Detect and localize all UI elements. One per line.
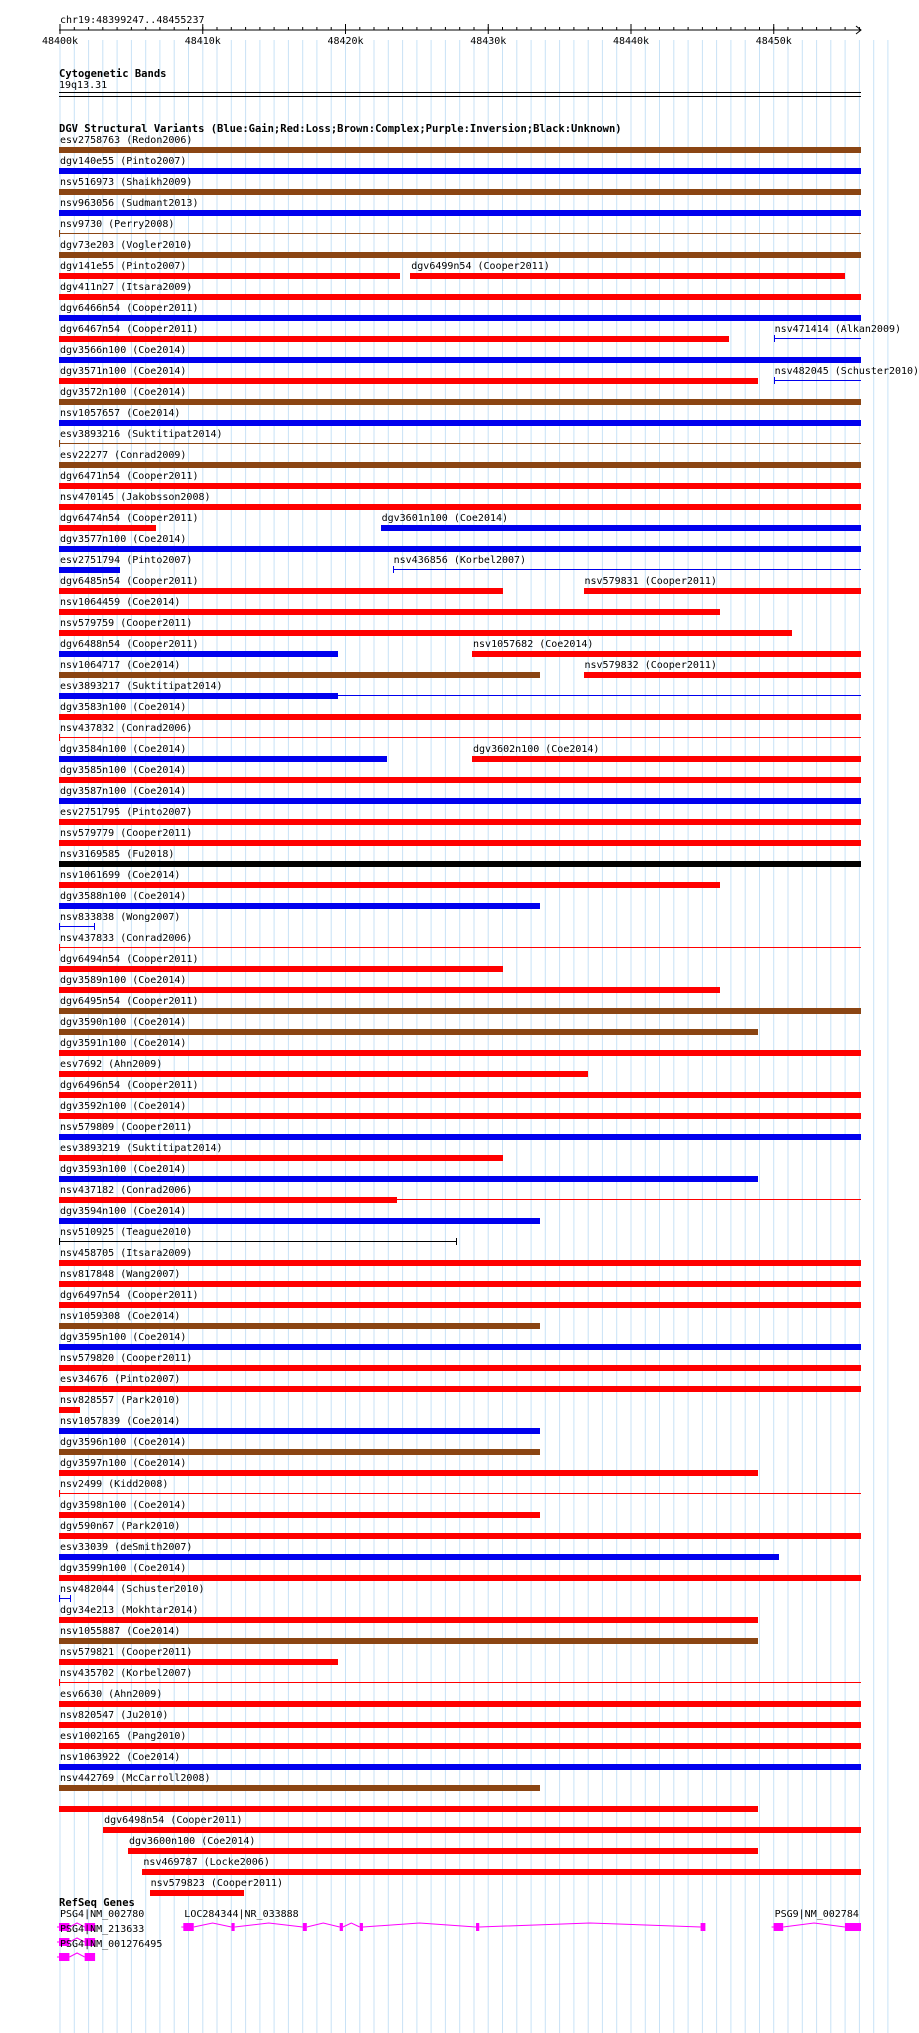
sv-label[interactable]: nsv442769 (McCarroll2008) bbox=[60, 1773, 211, 1784]
sv-label[interactable]: esv2751794 (Pinto2007) bbox=[60, 555, 193, 566]
sv-label[interactable]: dgv6497n54 (Cooper2011) bbox=[60, 1290, 199, 1301]
gene-exon bbox=[340, 1923, 343, 1931]
sv-label[interactable]: dgv6471n54 (Cooper2011) bbox=[60, 471, 199, 482]
sv-label[interactable]: dgv3591n100 (Coe2014) bbox=[60, 1038, 187, 1049]
gene-label[interactable]: PSG4|NM_213633 bbox=[60, 1924, 145, 1935]
gene-exon bbox=[845, 1923, 861, 1931]
gene-exon bbox=[231, 1923, 234, 1931]
sv-label[interactable]: esv6630 (Ahn2009) bbox=[60, 1689, 163, 1700]
sv-label[interactable]: nsv469787 (Locke2006) bbox=[143, 1857, 270, 1868]
cyto-title: Cytogenetic Bands bbox=[59, 68, 167, 80]
sv-label[interactable]: esv3893219 (Suktitipat2014) bbox=[60, 1143, 223, 1154]
sv-label[interactable]: dgv6495n54 (Cooper2011) bbox=[60, 996, 199, 1007]
sv-label[interactable]: esv33039 (deSmith2007) bbox=[60, 1542, 193, 1553]
gene-exon bbox=[85, 1953, 95, 1961]
sv-label[interactable]: dgv3593n100 (Coe2014) bbox=[60, 1164, 187, 1175]
sv-label[interactable]: esv34676 (Pinto2007) bbox=[60, 1374, 181, 1385]
sv-label[interactable]: dgv3599n100 (Coe2014) bbox=[60, 1563, 187, 1574]
sv-label[interactable]: nsv1064717 (Coe2014) bbox=[60, 660, 181, 671]
sv-label[interactable]: dgv3584n100 (Coe2014) bbox=[60, 744, 187, 755]
sv-label[interactable]: nsv1057657 (Coe2014) bbox=[60, 408, 181, 419]
sv-label[interactable]: nsv579821 (Cooper2011) bbox=[60, 1647, 193, 1658]
sv-label[interactable]: dgv6499n54 (Cooper2011) bbox=[411, 261, 550, 272]
sv-label[interactable]: dgv6485n54 (Cooper2011) bbox=[60, 576, 199, 587]
sv-label[interactable]: nsv1059308 (Coe2014) bbox=[60, 1311, 181, 1322]
sv-label[interactable]: dgv3597n100 (Coe2014) bbox=[60, 1458, 187, 1469]
sv-label[interactable]: dgv3577n100 (Coe2014) bbox=[60, 534, 187, 545]
sv-label[interactable]: dgv3596n100 (Coe2014) bbox=[60, 1437, 187, 1448]
gene-exon bbox=[476, 1923, 479, 1931]
sv-label[interactable]: esv22277 (Conrad2009) bbox=[60, 450, 187, 461]
sv-label[interactable]: dgv3600n100 (Coe2014) bbox=[128, 1836, 256, 1847]
sv-label[interactable]: nsv579823 (Cooper2011) bbox=[150, 1878, 284, 1889]
sv-label[interactable]: nsv579831 (Cooper2011) bbox=[584, 576, 717, 587]
sv-label[interactable]: dgv140e55 (Pinto2007) bbox=[60, 156, 187, 167]
sv-label[interactable]: nsv471414 (Alkan2009) bbox=[774, 324, 902, 335]
gene-intron bbox=[783, 1923, 845, 1927]
sv-label[interactable]: dgv73e203 (Vogler2010) bbox=[60, 240, 193, 251]
sv-label[interactable]: dgv34e213 (Mokhtar2014) bbox=[60, 1605, 199, 1616]
sv-label[interactable]: esv2751795 (Pinto2007) bbox=[60, 807, 193, 818]
sv-label[interactable]: nsv436856 (Korbel2007) bbox=[393, 555, 527, 566]
sv-label[interactable]: nsv817848 (Wang2007) bbox=[60, 1269, 181, 1280]
sv-label[interactable]: dgv3571n100 (Coe2014) bbox=[60, 366, 187, 377]
cyto-band-label: 19q13.31 bbox=[59, 80, 108, 91]
sv-label[interactable]: nsv579809 (Cooper2011) bbox=[60, 1122, 193, 1133]
ruler-tick-label: 48450k bbox=[755, 36, 792, 47]
sv-label[interactable]: nsv516973 (Shaikh2009) bbox=[60, 177, 193, 188]
sv-label[interactable]: dgv3572n100 (Coe2014) bbox=[60, 387, 187, 398]
sv-label[interactable]: nsv1064459 (Coe2014) bbox=[60, 597, 181, 608]
gene-label[interactable]: PSG4|NM_002780 bbox=[60, 1909, 145, 1920]
gene-label[interactable]: PSG4|NM_001276495 bbox=[60, 1939, 163, 1950]
sv-label[interactable]: dgv141e55 (Pinto2007) bbox=[60, 261, 187, 272]
refseq-title: RefSeq Genes bbox=[59, 1897, 135, 1909]
sv-label[interactable]: dgv3595n100 (Coe2014) bbox=[60, 1332, 187, 1343]
sv-label[interactable]: dgv3583n100 (Coe2014) bbox=[60, 702, 187, 713]
sv-label[interactable]: dgv3566n100 (Coe2014) bbox=[60, 345, 187, 356]
sv-label[interactable]: nsv1057682 (Coe2014) bbox=[473, 639, 594, 650]
sv-label[interactable]: nsv833838 (Wong2007) bbox=[60, 912, 181, 923]
sv-label[interactable]: dgv411n27 (Itsara2009) bbox=[60, 282, 193, 293]
sv-label[interactable]: nsv828557 (Park2010) bbox=[60, 1395, 181, 1406]
ruler-tick-label: 48440k bbox=[612, 36, 650, 47]
sv-label[interactable]: nsv1063922 (Coe2014) bbox=[60, 1752, 181, 1763]
sv-label[interactable]: nsv3169585 (Fu2018) bbox=[60, 849, 175, 860]
gene-intron bbox=[479, 1923, 700, 1927]
gene-exon bbox=[360, 1923, 363, 1931]
gene-label[interactable]: PSG9|NM_002784 bbox=[774, 1909, 859, 1920]
sv-label[interactable]: dgv3587n100 (Coe2014) bbox=[60, 786, 187, 797]
sv-label[interactable]: dgv6467n54 (Cooper2011) bbox=[60, 324, 199, 335]
sv-label[interactable]: dgv3590n100 (Coe2014) bbox=[60, 1017, 187, 1028]
sv-label[interactable]: nsv482044 (Schuster2010) bbox=[60, 1584, 205, 1595]
sv-track-title: DGV Structural Variants (Blue:Gain;Red:Loss;Brown:Complex;Purple:Inversion;Black:Unknown) bbox=[59, 123, 622, 135]
sv-label[interactable]: nsv579832 (Cooper2011) bbox=[584, 660, 717, 671]
sv-label[interactable]: dgv3588n100 (Coe2014) bbox=[60, 891, 187, 902]
sv-label[interactable]: dgv6466n54 (Cooper2011) bbox=[60, 303, 199, 314]
sv-label[interactable]: esv7692 (Ahn2009) bbox=[60, 1059, 163, 1070]
ruler-tick-label: 48430k bbox=[470, 36, 507, 47]
sv-label[interactable]: dgv590n67 (Park2010) bbox=[60, 1521, 181, 1532]
sv-label[interactable]: nsv9730 (Perry2008) bbox=[60, 219, 175, 230]
sv-label[interactable]: dgv6496n54 (Cooper2011) bbox=[60, 1080, 199, 1091]
sv-label[interactable]: nsv1061699 (Coe2014) bbox=[60, 870, 181, 881]
ruler-tick-label: 48420k bbox=[327, 36, 364, 47]
sv-label[interactable]: nsv579779 (Cooper2011) bbox=[60, 828, 193, 839]
gene-label[interactable]: LOC284344|NR_033888 bbox=[184, 1909, 299, 1920]
sv-label[interactable]: dgv6494n54 (Cooper2011) bbox=[60, 954, 199, 965]
sv-label[interactable]: nsv458705 (Itsara2009) bbox=[60, 1248, 193, 1259]
gene-intron bbox=[235, 1923, 303, 1927]
sv-label[interactable]: nsv437182 (Conrad2006) bbox=[60, 1185, 193, 1196]
sv-label[interactable]: nsv963056 (Sudmant2013) bbox=[60, 198, 199, 209]
gene-intron bbox=[343, 1923, 360, 1927]
sv-label[interactable]: dgv3598n100 (Coe2014) bbox=[60, 1500, 187, 1511]
sv-label[interactable]: nsv435702 (Korbel2007) bbox=[60, 1668, 193, 1679]
ruler-tick-label: 48410k bbox=[184, 36, 221, 47]
sv-label[interactable]: nsv437832 (Conrad2006) bbox=[60, 723, 193, 734]
sv-label[interactable]: nsv1057839 (Coe2014) bbox=[60, 1416, 181, 1427]
sv-label[interactable]: nsv510925 (Teague2010) bbox=[60, 1227, 193, 1238]
sv-label[interactable]: dgv3585n100 (Coe2014) bbox=[60, 765, 187, 776]
gene-intron bbox=[194, 1923, 232, 1927]
gene-intron bbox=[307, 1923, 340, 1927]
sv-label[interactable]: dgv6474n54 (Cooper2011) bbox=[60, 513, 199, 524]
gene-exon bbox=[701, 1923, 706, 1931]
position-label: chr19:48399247..48455237 bbox=[60, 15, 205, 26]
sv-label[interactable]: dgv3601n100 (Coe2014) bbox=[381, 513, 509, 524]
ruler-tick-label: 48400k bbox=[41, 36, 79, 47]
sv-label[interactable]: nsv437833 (Conrad2006) bbox=[60, 933, 193, 944]
sv-label[interactable]: dgv3594n100 (Coe2014) bbox=[60, 1206, 187, 1217]
gene-exon bbox=[303, 1923, 307, 1931]
sv-label[interactable]: nsv579820 (Cooper2011) bbox=[60, 1353, 193, 1364]
sv-label[interactable]: esv3893217 (Suktitipat2014) bbox=[60, 681, 223, 692]
sv-label[interactable]: nsv579759 (Cooper2011) bbox=[60, 618, 193, 629]
sv-label[interactable]: esv1002165 (Pang2010) bbox=[60, 1731, 187, 1742]
sv-label[interactable]: nsv470145 (Jakobsson2008) bbox=[60, 492, 211, 503]
sv-label[interactable]: dgv3589n100 (Coe2014) bbox=[60, 975, 187, 986]
gene-intron bbox=[363, 1923, 476, 1927]
sv-label[interactable]: dgv6488n54 (Cooper2011) bbox=[60, 639, 199, 650]
gene-intron bbox=[69, 1953, 84, 1957]
sv-label[interactable]: nsv1055887 (Coe2014) bbox=[60, 1626, 181, 1637]
sv-label[interactable]: nsv820547 (Ju2010) bbox=[60, 1710, 169, 1721]
sv-label[interactable]: dgv3592n100 (Coe2014) bbox=[60, 1101, 187, 1112]
sv-label[interactable]: esv3893216 (Suktitipat2014) bbox=[60, 429, 223, 440]
sv-label[interactable]: nsv2499 (Kidd2008) bbox=[60, 1479, 169, 1490]
sv-label[interactable]: esv2758763 (Redon2006) bbox=[60, 135, 193, 146]
sv-label[interactable]: nsv482045 (Schuster2010) bbox=[774, 366, 919, 377]
sv-label[interactable]: dgv3602n100 (Coe2014) bbox=[473, 744, 600, 755]
sv-label[interactable]: dgv6498n54 (Cooper2011) bbox=[104, 1815, 243, 1826]
